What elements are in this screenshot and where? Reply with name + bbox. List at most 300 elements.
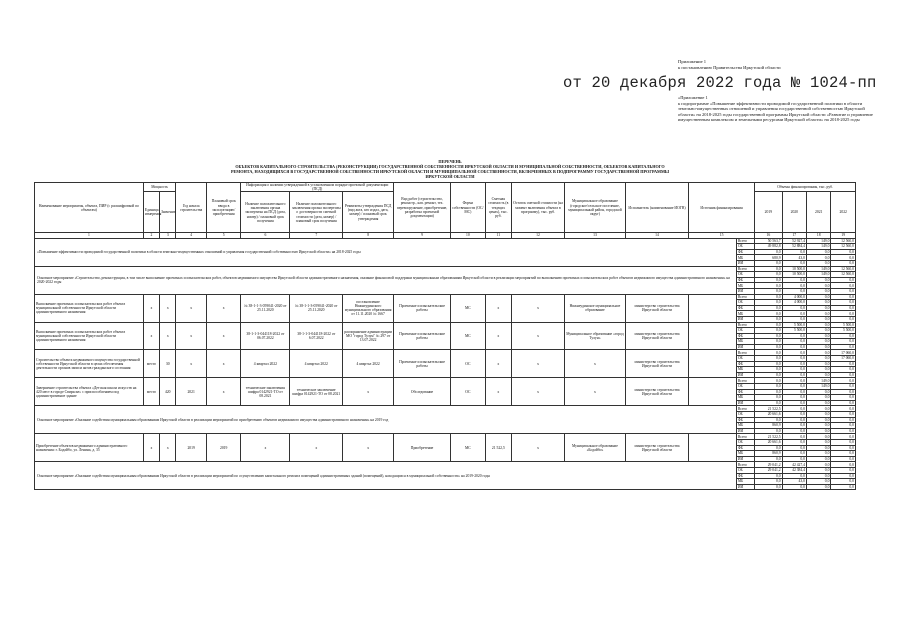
section-title: «Повышение эффективности проводимой государственной политики в области земельно-имущественных отношений и управления государственной собственностью Иркутской области» на 2018-2025 годы	[35, 238, 737, 266]
object-exec: министерство строительства Иркутской области	[625, 378, 688, 406]
object-own: МС	[451, 322, 486, 350]
fin-value: 0,0	[807, 283, 831, 289]
object-approval: постановление Нижнеудинского муниципального образования от 11.11.2020 № 1667	[343, 294, 394, 322]
fin-value: 0,0	[755, 445, 782, 451]
section-title: Основное мероприятие «Оказание содействия муниципальным образованиям Иркутской области в реализации мероприятий по приобретению объектов недвижимого имущества административного назначения» на 2019 год	[35, 406, 737, 434]
fin-value: 0,0	[782, 283, 806, 289]
object-unit: х	[143, 294, 159, 322]
source-label: ФБ	[736, 249, 754, 255]
fin-value: 0,0	[755, 305, 782, 311]
source-label: Всего	[736, 266, 754, 272]
fin-value: 0,0	[755, 389, 782, 395]
source-label: ИИ	[736, 372, 754, 378]
object-value: х	[160, 434, 176, 462]
fin-value: 0,0	[831, 473, 856, 479]
object-cost: 21 522,5	[485, 434, 511, 462]
fin-value: 0,0	[755, 294, 782, 300]
fin-value: 0,0	[782, 400, 806, 406]
source-label: Всего	[736, 378, 754, 384]
fin-value: 0,0	[755, 372, 782, 378]
col-num: 12	[512, 233, 565, 238]
col-approval: Реквизиты утверждения ПСД (вид акта, кто издал, дата, номер) / плановый срок утверждения	[343, 192, 394, 233]
fin-value: 12 560,0	[831, 272, 856, 278]
fin-value: 0,0	[782, 473, 806, 479]
col-cost: Сметная стоимость (в текущих ценах), тыс. руб.	[485, 183, 511, 233]
fin-value: 0,0	[831, 277, 856, 283]
fin-value: 0,0	[755, 328, 782, 334]
source-label: ИИ	[736, 260, 754, 266]
fin-value: 17 060,0	[831, 350, 856, 356]
object-cost: х	[485, 322, 511, 350]
source-label: ФБ	[736, 277, 754, 283]
fin-value: 0,0	[807, 456, 831, 462]
source-label: ИИ	[736, 344, 754, 350]
col-executor: Исполнитель (наименование ИОГВ)	[625, 183, 688, 233]
object-exec: министерство строительства Иркутской области	[625, 434, 688, 462]
object-approval: х	[343, 378, 394, 406]
object-planned: х	[206, 378, 241, 406]
fin-value: 680,9	[755, 255, 782, 261]
object-planned: х	[206, 350, 241, 378]
object-approval: 4 квартал 2022	[343, 350, 394, 378]
object-planned: 2019	[206, 434, 241, 462]
object-psd: № 38-1-1-3-059041-2020 от 25.11.2020	[241, 294, 290, 322]
fin-value: 52 884,4	[782, 244, 806, 250]
fin-value: 0,0	[831, 249, 856, 255]
object-work: Проектные и изыскательские работы	[394, 322, 451, 350]
object-start: 2019	[176, 434, 207, 462]
fin-value: 149,0	[807, 266, 831, 272]
object-psd: 38-1-1-3-044118-2022 от 06.07.2022	[241, 322, 290, 350]
fin-value: 0,0	[807, 350, 831, 356]
object-name: Строительство объекта недвижимого имущества государственной собственности Иркутской области в целях обеспечения деятельности органов записи актов гражданского состояния	[35, 350, 144, 378]
object-cost: х	[485, 294, 511, 322]
fin-value: 4 000,0	[782, 300, 806, 306]
object-planned: х	[206, 322, 241, 350]
fin-value: 0,0	[831, 283, 856, 289]
col-num: 13	[564, 233, 625, 238]
fin-value: 50 563,7	[755, 238, 782, 244]
source-label: ОБ	[736, 356, 754, 362]
fin-value: 0,0	[807, 311, 831, 317]
col-source: Источник финансирования	[689, 183, 755, 233]
fin-value: 42 384,4	[782, 467, 806, 473]
object-remaining: х	[512, 434, 565, 462]
table-body	[35, 238, 856, 490]
source-label: ИИ	[736, 288, 754, 294]
object-unit: место	[143, 350, 159, 378]
object-name: Выполнение проектных и изыскательских работ объекта муниципальной собственности Иркутской области административного назначения	[35, 322, 144, 350]
fin-value: 0,0	[782, 288, 806, 294]
col-2022: 2022	[831, 192, 856, 233]
object-spacer	[689, 294, 737, 322]
fin-value: 12 560,0	[831, 238, 856, 244]
col-num: 1	[35, 233, 144, 238]
col-num: 14	[625, 233, 688, 238]
col-name: Наименование мероприятия, объекта, ПИР (с расшифровкой по объектам)	[35, 183, 144, 233]
section-row	[35, 406, 856, 412]
fin-value: 0,0	[831, 316, 856, 322]
source-label: МБ	[736, 451, 754, 457]
fin-value: 0,0	[755, 356, 782, 362]
fin-value: 0,0	[755, 417, 782, 423]
source-label: ОБ	[736, 244, 754, 250]
fin-value: 0,0	[782, 316, 806, 322]
fin-value: 0,0	[807, 389, 831, 395]
object-psd: технические заключения шифра 0142921-ТО от 08.2021	[241, 378, 290, 406]
col-num: 18	[807, 233, 831, 238]
col-work-type: Вид работ (строительство, реконстр., кап. ремонт, тех. перевооружение, приобретение, разработка проектной документации)	[394, 183, 451, 233]
fin-value: 0,0	[807, 277, 831, 283]
fin-value: 149,0	[807, 244, 831, 250]
col-num: 7	[290, 233, 343, 238]
object-mo: х	[564, 350, 625, 378]
fin-value: 0,0	[807, 412, 831, 418]
object-row	[35, 294, 856, 300]
source-label: Всего	[736, 294, 754, 300]
object-value: х	[160, 322, 176, 350]
fin-value: 0,0	[831, 417, 856, 423]
object-planned: х	[206, 294, 241, 322]
fin-value: 20 661,6	[755, 439, 782, 445]
document-title	[230, 159, 670, 179]
object-start: х	[176, 294, 207, 322]
fin-value: 0,0	[807, 428, 831, 434]
fin-value: 0,0	[782, 367, 806, 373]
fin-value: 0,0	[831, 395, 856, 401]
fin-value: 0,0	[831, 462, 856, 468]
fin-value: 12 560,0	[831, 244, 856, 250]
col-planned: Плановый срок ввода в эксплуатацию/ приобретения	[206, 183, 241, 233]
fin-value: 0,0	[782, 311, 806, 317]
fin-value: 0,0	[831, 384, 856, 390]
fin-value: 0,0	[807, 361, 831, 367]
section-title: Основное мероприятие «Оказание содействия муниципальным образованиям Иркутской области в реализации мероприятий по осуществлению капитального ремонта помещений административных зданий (помещений), находящихся в муниципальной собственности» на 2019-2020 годы	[35, 462, 737, 490]
fin-value: 5 500,0	[831, 328, 856, 334]
source-label: МБ	[736, 479, 754, 485]
object-own: ОС	[451, 378, 486, 406]
object-spacer	[689, 434, 737, 462]
table-header-row-1	[35, 183, 856, 192]
object-psd: х	[241, 434, 290, 462]
fin-value: 0,0	[755, 283, 782, 289]
object-cost: х	[485, 378, 511, 406]
decree-stamp: от 20 декабря 2022 года № 1024-пп	[563, 74, 877, 92]
fin-value: 0,0	[782, 305, 806, 311]
fin-value: 0,0	[755, 300, 782, 306]
fin-value: 21 522,5	[755, 406, 782, 412]
fin-value: 0,0	[807, 305, 831, 311]
fin-value: 0,0	[782, 395, 806, 401]
fin-value: 149,0	[807, 272, 831, 278]
object-start: х	[176, 322, 207, 350]
fin-value: 0,0	[807, 400, 831, 406]
fin-value: 0,0	[755, 272, 782, 278]
source-label: ИИ	[736, 484, 754, 490]
fin-value: 0,0	[782, 484, 806, 490]
source-label: ИИ	[736, 400, 754, 406]
object-start: 2021	[176, 378, 207, 406]
fin-value: 0,0	[755, 473, 782, 479]
object-value: х	[160, 294, 176, 322]
fin-value: 0,0	[755, 395, 782, 401]
fin-value: 860,9	[755, 451, 782, 457]
object-exec: министерство строительства Иркутской области	[625, 294, 688, 322]
col-positive-cost: Наличие положительного заключения органа экспертизы о достоверности сметной стоимости (дата, номер) / плановый срок получения	[290, 192, 343, 233]
fin-value: 0,0	[782, 423, 806, 429]
fin-value: 0,0	[831, 300, 856, 306]
fin-value: 0,0	[755, 350, 782, 356]
fin-value: 0,0	[782, 260, 806, 266]
source-label: ОБ	[736, 384, 754, 390]
col-docs-info: Информация о наличии утвержденной в установленном порядке проектной документации (ПСД)	[241, 183, 394, 192]
fin-value: 0,0	[807, 328, 831, 334]
col-financing: Объемы финансирования, тыс. руб.	[755, 183, 856, 192]
col-2019: 2019	[755, 192, 782, 233]
fin-value: 0,0	[831, 439, 856, 445]
source-label: Всего	[736, 238, 754, 244]
source-label: Всего	[736, 434, 754, 440]
object-mo: Муниципальное образование «Бодайбо»	[564, 434, 625, 462]
fin-value: 5 500,0	[831, 322, 856, 328]
fin-value: 43,0	[782, 255, 806, 261]
subprogram-appendix-text: к подпрограмме «Повышение эффективности проводимой государственной политики в области земельно-имущественных отношений и управления государственной собственностью Иркутской области» на 2018-2025 годы государственной программы Иркутской области «Развитие и управление имущественным комплексом и земельными ресурсами Иркутской области» на 2018-2025 годы	[678, 100, 873, 123]
source-label: ФБ	[736, 333, 754, 339]
subprogram-appendix	[678, 95, 878, 123]
col-num: 8	[343, 233, 394, 238]
object-cost-concl: № 38-1-1-3-059041-2020 от 25.11.2020	[290, 294, 343, 322]
object-approval: распоряжение администрации МО "город Тулун" № 297 от 13.07.2022	[343, 322, 394, 350]
col-2020: 2020	[782, 192, 806, 233]
fin-value: 0,0	[755, 322, 782, 328]
object-unit: х	[143, 434, 159, 462]
source-label: Всего	[736, 406, 754, 412]
fin-value: 0,0	[807, 451, 831, 457]
source-label: ФБ	[736, 445, 754, 451]
source-label: МБ	[736, 423, 754, 429]
fin-value: 0,0	[755, 484, 782, 490]
fin-value: 0,0	[782, 434, 806, 440]
object-remaining: х	[512, 322, 565, 350]
appendix-header	[678, 59, 878, 70]
objects-table	[34, 182, 856, 490]
title-line-1: ПЕРЕЧЕНЬ	[438, 159, 462, 164]
fin-value: 0,0	[831, 372, 856, 378]
fin-value: 0,0	[807, 395, 831, 401]
fin-value: 0,0	[782, 378, 806, 384]
fin-value: 0,0	[755, 260, 782, 266]
fin-value: 0,0	[831, 456, 856, 462]
object-mo: х	[564, 378, 625, 406]
object-value: 30	[160, 350, 176, 378]
fin-value: 0,0	[755, 266, 782, 272]
object-row	[35, 350, 856, 356]
fin-value: 17 060,0	[831, 356, 856, 362]
object-psd: 4 квартал 2022	[241, 350, 290, 378]
section-row	[35, 462, 856, 468]
object-remaining: х	[512, 378, 565, 406]
fin-value: 0,0	[831, 428, 856, 434]
fin-value: 0,0	[755, 378, 782, 384]
fin-value: 0,0	[807, 255, 831, 261]
fin-value: 10 500,0	[782, 266, 806, 272]
object-spacer	[689, 322, 737, 350]
appendix-label: Приложение 1	[678, 59, 707, 64]
fin-value: 29 041,2	[755, 467, 782, 473]
section-row	[35, 266, 856, 272]
subprogram-appendix-label: «Приложение 1	[678, 95, 708, 100]
fin-value: 0,0	[755, 428, 782, 434]
source-label: МБ	[736, 311, 754, 317]
fin-value: 20 661,6	[755, 412, 782, 418]
fin-value: 149,0	[807, 384, 831, 390]
source-label: МБ	[736, 395, 754, 401]
source-label: МБ	[736, 339, 754, 345]
fin-value: 0,0	[831, 294, 856, 300]
fin-value: 149,0	[807, 238, 831, 244]
source-label: ОБ	[736, 412, 754, 418]
fin-value: 0,0	[807, 249, 831, 255]
col-remaining: Остаток сметной стоимости (на момент включения объекта в программу), тыс. руб.	[512, 183, 565, 233]
col-num: 17	[782, 233, 806, 238]
object-cost-concl: техническое заключение шифра 0142921-ТО от 08.2021	[290, 378, 343, 406]
source-label: МБ	[736, 255, 754, 261]
col-positive-psd: Наличие положительного заключения органа экспертизы на ПСД (дата, номер) / плановый срок получения	[241, 192, 290, 233]
source-label: ОБ	[736, 439, 754, 445]
object-name: Приобретение объектов недвижимого административного назначения: г. Бодайбо, ул. Ленина, д. 35	[35, 434, 144, 462]
fin-value: 0,0	[755, 311, 782, 317]
fin-value: 0,0	[755, 277, 782, 283]
col-municipality: Муниципальное образование (городское/сельское поселение, муниципальный район, городской округ)	[564, 183, 625, 233]
fin-value: 0,0	[807, 356, 831, 362]
fin-value: 5 500,0	[782, 322, 806, 328]
col-2021: 2021	[807, 192, 831, 233]
col-value: Значение	[160, 192, 176, 233]
col-num: 10	[451, 233, 486, 238]
fin-value: 52 927,4	[782, 238, 806, 244]
object-exec: министерство строительства Иркутской области	[625, 322, 688, 350]
fin-value: 0,0	[807, 406, 831, 412]
fin-value: 0,0	[755, 367, 782, 373]
source-label: ОБ	[736, 467, 754, 473]
object-remaining: х	[512, 350, 565, 378]
object-work: Обследование	[394, 378, 451, 406]
section-row	[35, 238, 856, 244]
fin-value: 0,0	[831, 260, 856, 266]
col-num: 6	[241, 233, 290, 238]
fin-value: 0,0	[831, 333, 856, 339]
object-work: Проектные и изыскательские работы	[394, 294, 451, 322]
col-num: 9	[394, 233, 451, 238]
object-spacer	[689, 378, 737, 406]
fin-value: 0,0	[807, 445, 831, 451]
object-cost-concl: х	[290, 434, 343, 462]
fin-value: 4 000,0	[782, 294, 806, 300]
object-work: Приобретение	[394, 434, 451, 462]
fin-value: 0,0	[755, 249, 782, 255]
source-label: Всего	[736, 462, 754, 468]
fin-value: 0,0	[755, 384, 782, 390]
fin-value: 0,0	[831, 339, 856, 345]
fin-value: 0,0	[807, 473, 831, 479]
fin-value: 0,0	[782, 372, 806, 378]
col-unit: Единица измерения	[143, 192, 159, 233]
source-label: ФБ	[736, 305, 754, 311]
fin-value: 0,0	[782, 339, 806, 345]
fin-value: 0,0	[782, 277, 806, 283]
fin-value: 0,0	[807, 484, 831, 490]
object-name: Выполнение проектных и изыскательских работ объекта муниципальной собственности Иркутской области административного назначения	[35, 294, 144, 322]
object-cost-concl: 38-1-1-3-044118-2022 от 6.07.2022	[290, 322, 343, 350]
fin-value: 0,0	[807, 367, 831, 373]
fin-value: 0,0	[782, 456, 806, 462]
object-value: 420	[160, 378, 176, 406]
fin-value: 0,0	[831, 344, 856, 350]
fin-value: 0,0	[782, 384, 806, 390]
fin-value: 0,0	[831, 445, 856, 451]
object-row	[35, 378, 856, 384]
fin-value: 0,0	[831, 389, 856, 395]
col-num: 3	[160, 233, 176, 238]
fin-value: 0,0	[782, 333, 806, 339]
fin-value: 0,0	[782, 406, 806, 412]
source-label: ФБ	[736, 417, 754, 423]
fin-value: 0,0	[807, 322, 831, 328]
fin-value: 0,0	[807, 439, 831, 445]
object-cost: х	[485, 350, 511, 378]
object-own: МС	[451, 434, 486, 462]
source-label: МБ	[736, 283, 754, 289]
fin-value: 0,0	[831, 406, 856, 412]
fin-value: 0,0	[782, 445, 806, 451]
fin-value: 10 500,0	[782, 272, 806, 278]
object-unit: место	[143, 378, 159, 406]
fin-value: 0,0	[807, 294, 831, 300]
col-num: 11	[485, 233, 511, 238]
fin-value: 0,0	[831, 255, 856, 261]
fin-value: 860,9	[755, 423, 782, 429]
object-remaining: х	[512, 294, 565, 322]
fin-value: 0,0	[807, 339, 831, 345]
fin-value: 49 882,8	[755, 244, 782, 250]
fin-value: 0,0	[755, 339, 782, 345]
fin-value: 0,0	[782, 451, 806, 457]
fin-value: 12 560,0	[831, 266, 856, 272]
col-start-year: Год начала строительства	[176, 183, 207, 233]
fin-value: 0,0	[782, 417, 806, 423]
fin-value: 0,0	[755, 344, 782, 350]
object-name: Завершение строительства объекта «Детская школа искусств на 420 мест в городе Свирьске» с приспособлением под административное здание	[35, 378, 144, 406]
source-label: ФБ	[736, 389, 754, 395]
source-label: Всего	[736, 350, 754, 356]
source-label: ИИ	[736, 428, 754, 434]
fin-value: 0,0	[755, 479, 782, 485]
object-spacer	[689, 350, 737, 378]
object-mo: Нижнеудинское муниципальное образование	[564, 294, 625, 322]
fin-value: 0,0	[782, 361, 806, 367]
fin-value: 5 500,0	[782, 328, 806, 334]
fin-value: 0,0	[807, 288, 831, 294]
fin-value: 0,0	[807, 434, 831, 440]
fin-value: 0,0	[807, 479, 831, 485]
fin-value: 0,0	[831, 451, 856, 457]
object-own: МС	[451, 294, 486, 322]
fin-value: 0,0	[782, 412, 806, 418]
fin-value: 0,0	[807, 372, 831, 378]
fin-value: 0,0	[807, 344, 831, 350]
fin-value: 0,0	[807, 467, 831, 473]
fin-value: 0,0	[755, 361, 782, 367]
